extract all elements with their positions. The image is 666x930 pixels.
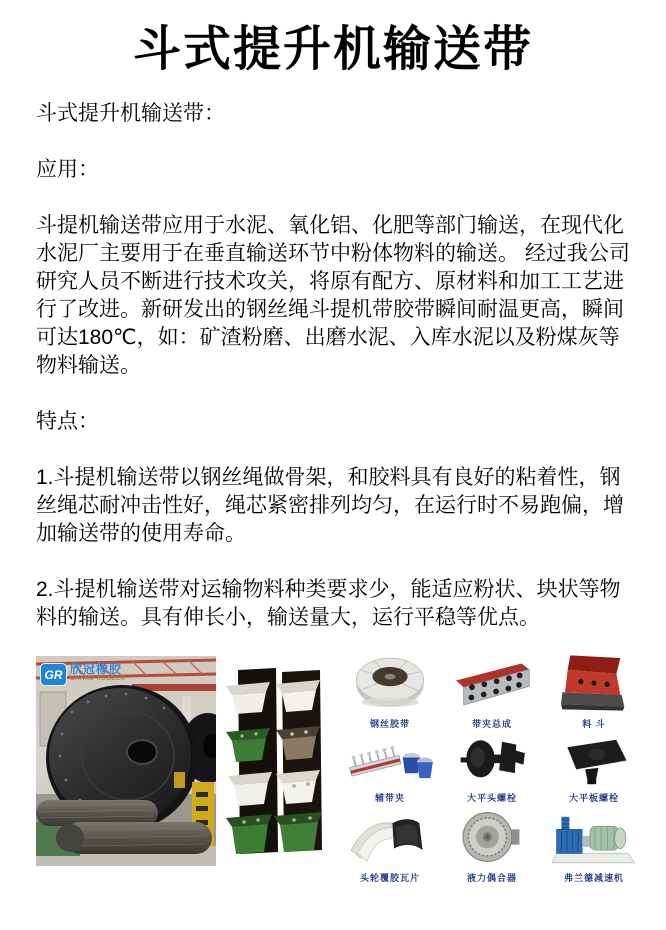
application-paragraph: 斗提机输送带应用于水泥、氧化铝、化肥等部门输送，在现代化水泥厂主要用于在垂直输送环节中粉体物料的输送。 经过我公司研究人员不断进行技术攻关，将原有配方、原材料和加工工艺进行了改进。新研发出的钢丝绳斗提机带胶带瞬间耐温更高，瞬间可达180℃，如：矿渣粉磨、出磨水泥、入库水泥以及粉煤灰等物料输送。 bbox=[36, 214, 630, 377]
product-label: 带夹总成 bbox=[471, 719, 512, 729]
fluid-coupling-image bbox=[460, 808, 524, 866]
article-body bbox=[0, 100, 666, 632]
feature-paragraph-2: 2.斗提机输送带对运输物料种类要求少，能适应粉状、块状等物料的输送。具有伸长小，输送量大，运行平稳等优点。 bbox=[36, 578, 621, 629]
product-label: 钢丝胶带 bbox=[369, 719, 410, 729]
product-cell-flat-head-bolt bbox=[442, 734, 542, 804]
elevator-buckets-photo bbox=[224, 668, 334, 860]
gear-reducer-image bbox=[550, 812, 638, 866]
product-cell-hopper bbox=[544, 654, 644, 730]
product-label: 头轮覆胶瓦片 bbox=[359, 873, 420, 883]
logo-chinese-name: 欣冠橡胶 bbox=[70, 662, 123, 676]
factory-photo-illustration bbox=[36, 656, 216, 866]
product-label: 辅带夹 bbox=[374, 793, 405, 803]
product-cell-fluid-coupling bbox=[442, 808, 542, 884]
product-cell-pulley-lagging bbox=[340, 808, 440, 884]
product-cell-belt-clamp-assembly bbox=[442, 654, 542, 730]
page-title: 斗式提升机输送带 bbox=[132, 23, 533, 76]
product-cell-flat-plate-bolt bbox=[544, 734, 644, 804]
product-label: 大平板螺栓 bbox=[568, 793, 619, 803]
belt-clamp-assembly-image bbox=[450, 660, 534, 712]
product-label: 液力偶合器 bbox=[466, 873, 517, 883]
factory-belt-roll-photo bbox=[36, 656, 216, 866]
product-cell-gear-reducer bbox=[544, 808, 644, 884]
product-label: 弗兰德减速机 bbox=[563, 873, 624, 883]
flat-head-bolt-image bbox=[456, 736, 528, 786]
belt-clip-image bbox=[346, 740, 434, 786]
hopper-image bbox=[561, 654, 627, 712]
logo-gr-icon: GR bbox=[40, 663, 67, 686]
logo-english-name: GRAND RUBBER bbox=[70, 676, 126, 682]
product-label: 料 斗 bbox=[582, 719, 606, 729]
steel-wire-belt-image bbox=[350, 654, 430, 712]
product-cell-belt-clip bbox=[340, 734, 440, 804]
feature-paragraph-1: 1.斗提机输送带以钢丝绳做骨架，和胶料具有良好的粘着性，钢丝绳芯耐冲击性好，绳芯紧密排列均匀，在运行时不易跑偏，增加输送带的使用寿命。 bbox=[36, 466, 624, 545]
product-label: 大平头螺栓 bbox=[466, 793, 517, 803]
section-label-application: 应用： bbox=[36, 158, 99, 181]
flat-plate-bolt-image bbox=[557, 738, 631, 786]
article-heading: 斗式提升机输送带： bbox=[36, 102, 225, 125]
product-cell-steel-wire-belt bbox=[340, 654, 440, 730]
pulley-lagging-image bbox=[346, 812, 434, 866]
section-label-features: 特点： bbox=[36, 410, 99, 433]
buckets-illustration bbox=[224, 668, 334, 860]
company-logo bbox=[40, 663, 125, 686]
product-gallery bbox=[0, 652, 666, 930]
parts-grid bbox=[340, 654, 644, 884]
